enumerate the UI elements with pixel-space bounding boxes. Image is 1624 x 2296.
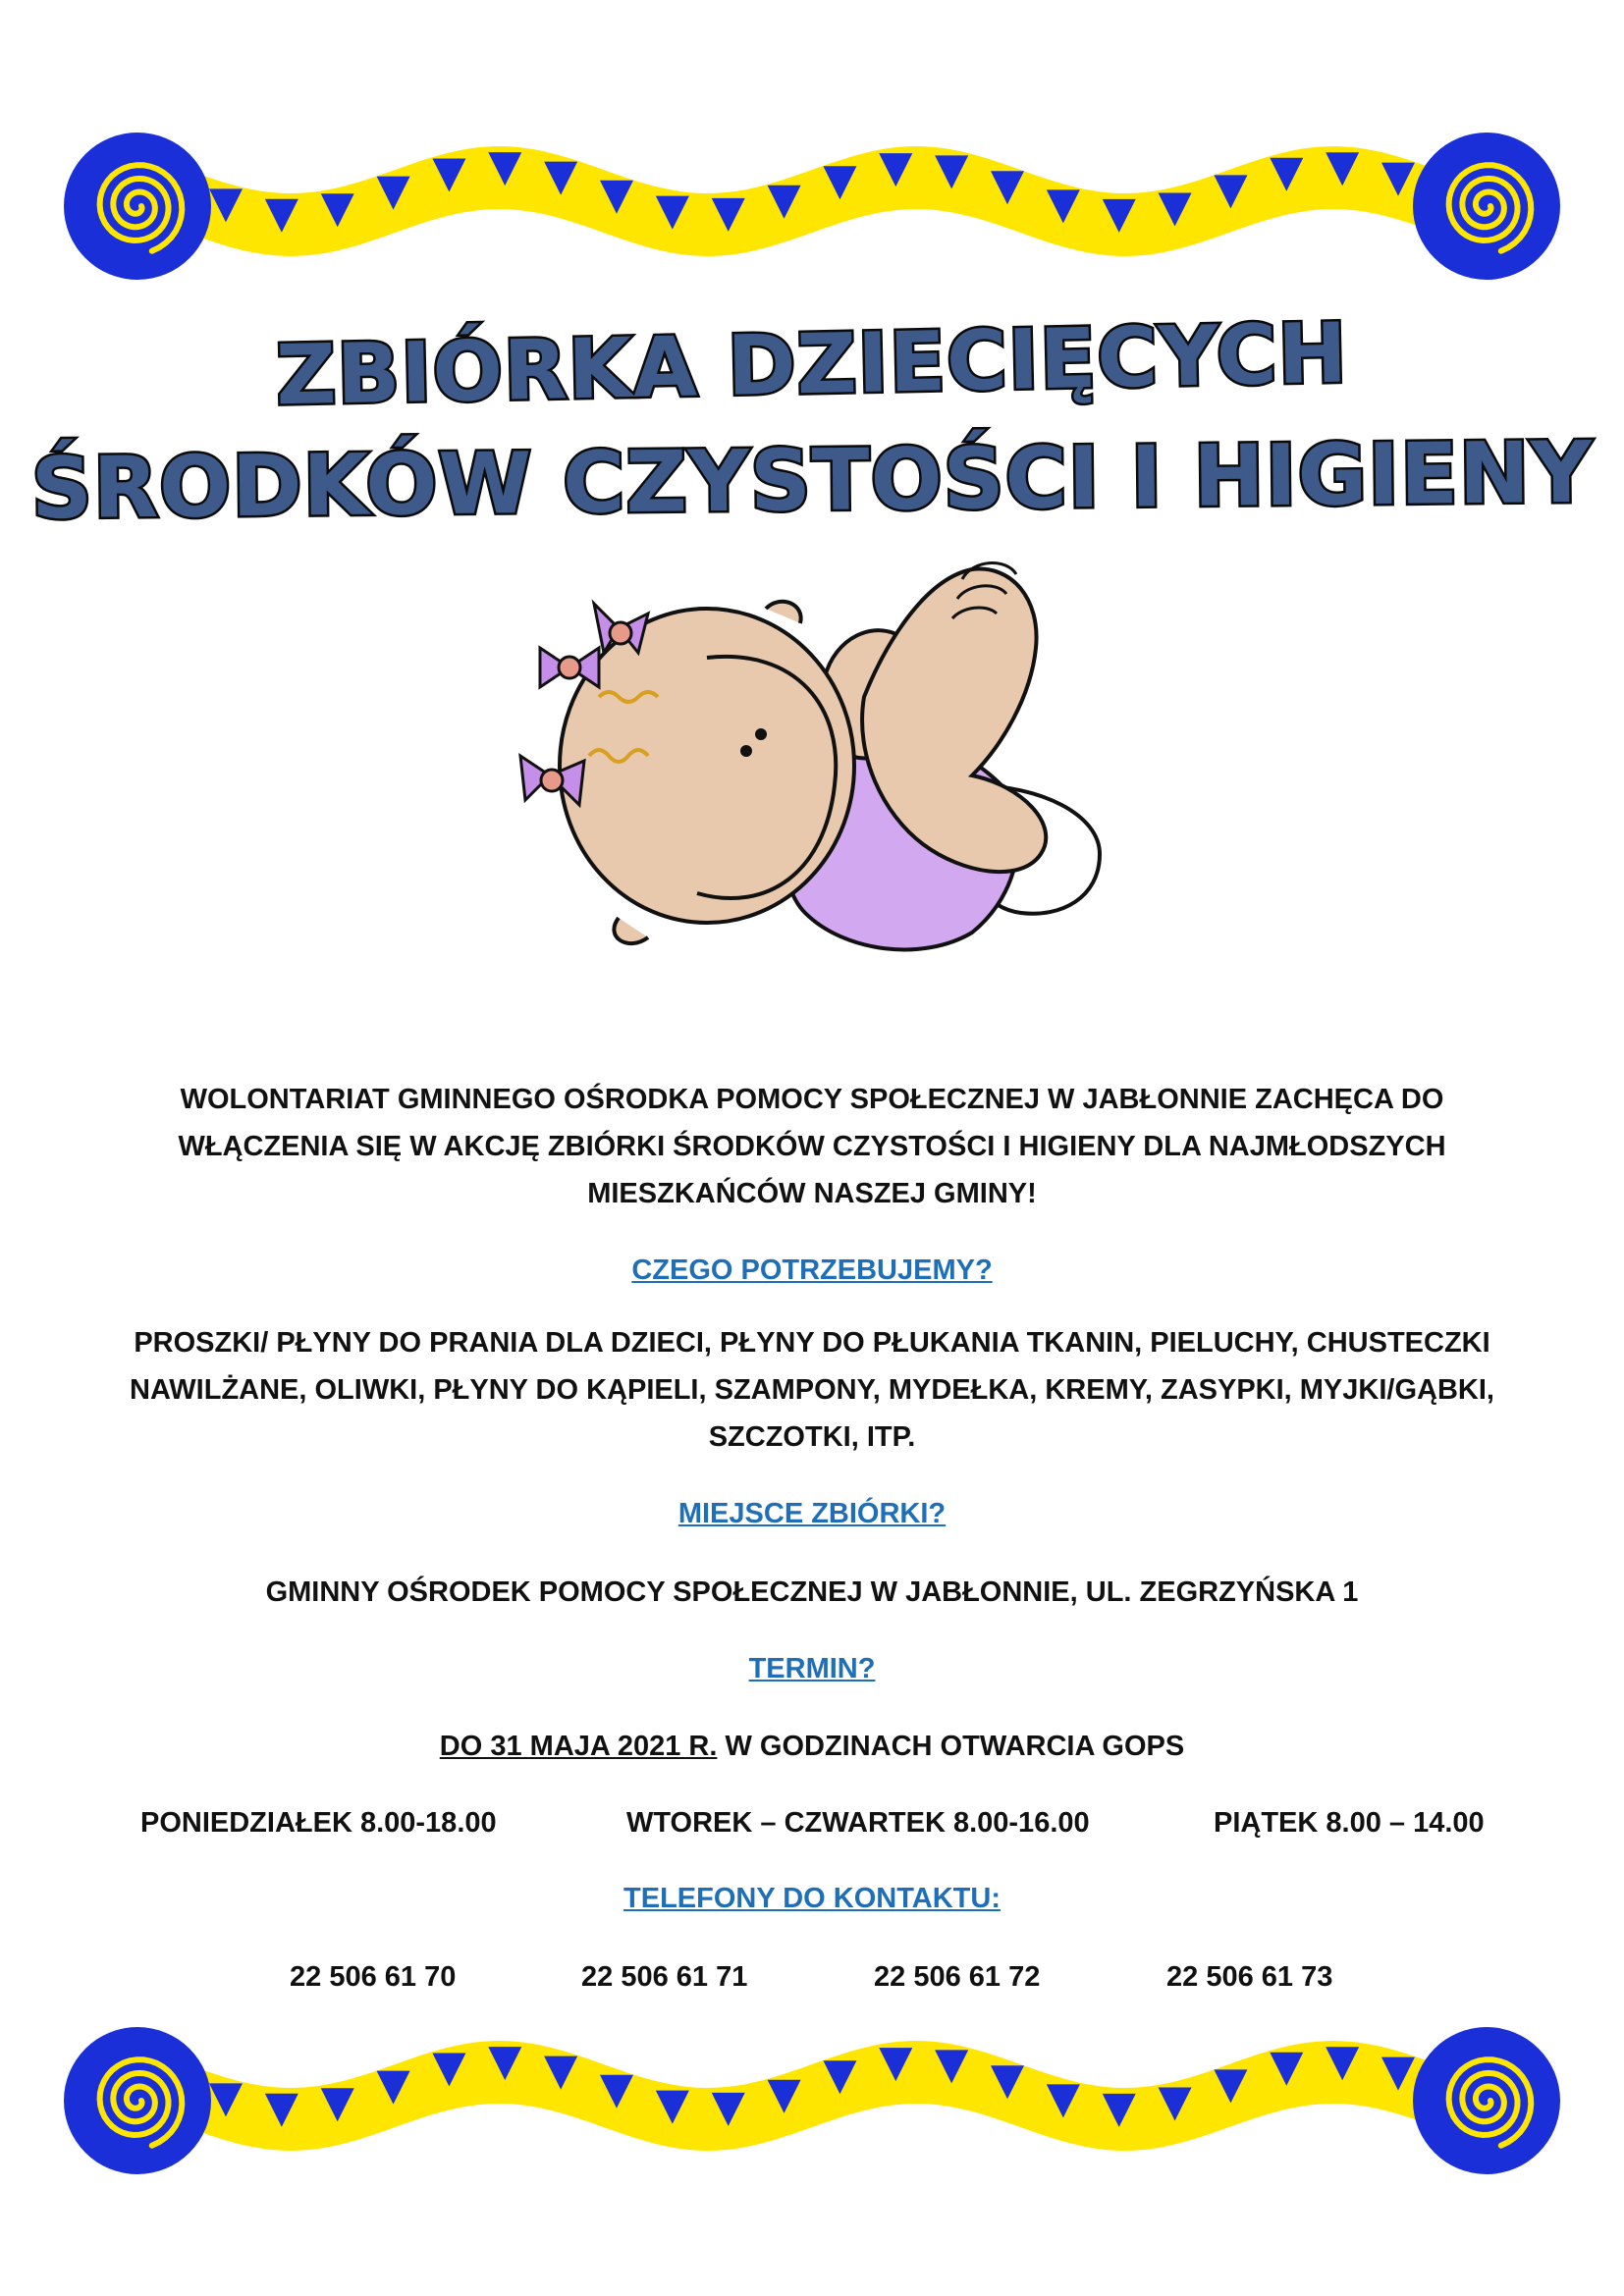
contact-heading: TELEFONY DO KONTAKTU: [623, 1883, 1001, 1914]
needs-list: PROSZKI/ PŁYNY DO PRANIA DLA DZIECI, PŁYNY DO PŁUKANIA TKANIN, PIELUCHY, CHUSTECZKI NAWILŻANE, OLIWKI, PŁYNY DO KĄPIELI, SZAMPONY, MYDEŁKA, KREMY, ZASYPKI, MYJKI/GĄBKI, SZCZOTKI, ITP. [130, 1327, 1494, 1453]
term-text [98, 1723, 1526, 1770]
hair-bow-top [540, 648, 599, 687]
term-heading: TERMIN? [748, 1653, 876, 1684]
blue-circle [1413, 2027, 1560, 2174]
phone-number: 22 506 61 70 [290, 1961, 457, 1993]
place-address: GMINNY OŚRODEK POMOCY SPOŁECZNEJ W JABŁONNIE, UL. ZEGRZYŃSKA 1 [265, 1576, 1359, 1608]
hours-monday: PONIEDZIAŁEK 8.00-18.00 [140, 1807, 497, 1839]
hours-friday: PIĄTEK 8.00 – 14.00 [1214, 1807, 1485, 1839]
baby-eye-2 [740, 745, 752, 757]
intro-paragraph: WOLONTARIAT GMINNEGO OŚRODKA POMOCY SPOŁECZNEJ W JABŁONNIE ZACHĘCA DO WŁĄCZENIA SIĘ W AKCJĘ ZBIÓRKI ŚRODKÓW CZYSTOŚCI I HIGIENY DLA NAJMŁODSZYCH MIESZKAŃCÓW NASZEJ GMINY! [178, 1084, 1446, 1209]
term-date: DO 31 MAJA 2021 R. [439, 1731, 718, 1762]
baby-ear-bottom [614, 918, 648, 943]
title-line-1: ZBIÓRKA DZIECIĘCYCH [275, 304, 1349, 424]
blue-circle [64, 133, 211, 280]
baby-eye-1 [755, 728, 767, 740]
wavy-border-top [0, 108, 1624, 304]
blue-circle [64, 2027, 211, 2174]
baby-ear-top [766, 602, 801, 623]
baby-illustration [511, 560, 1139, 972]
title-line-2: ŚRODKÓW CZYSTOŚCI I HIGIENY [30, 423, 1594, 539]
place-heading: MIEJSCE ZBIÓRKI? [677, 1498, 947, 1529]
phone-number: 22 506 61 73 [1166, 1961, 1333, 1993]
yellow-wave-band [187, 2041, 1437, 2151]
phone-number: 22 506 61 71 [581, 1961, 748, 1993]
term-rest: W GODZINACH OTWARCIA GOPS [717, 1731, 1185, 1762]
top-decorative-banner [0, 108, 1624, 304]
wavy-border-bottom [0, 2002, 1624, 2199]
yellow-wave-band [187, 146, 1437, 256]
needs-heading: CZEGO POTRZEBUJEMY? [631, 1255, 993, 1286]
blue-circle [1413, 133, 1560, 280]
hours-tuesday-thursday: WTOREK – CZWARTEK 8.00-16.00 [626, 1807, 1090, 1839]
phone-number: 22 506 61 72 [874, 1961, 1041, 1993]
bottom-decorative-banner [0, 2002, 1624, 2199]
